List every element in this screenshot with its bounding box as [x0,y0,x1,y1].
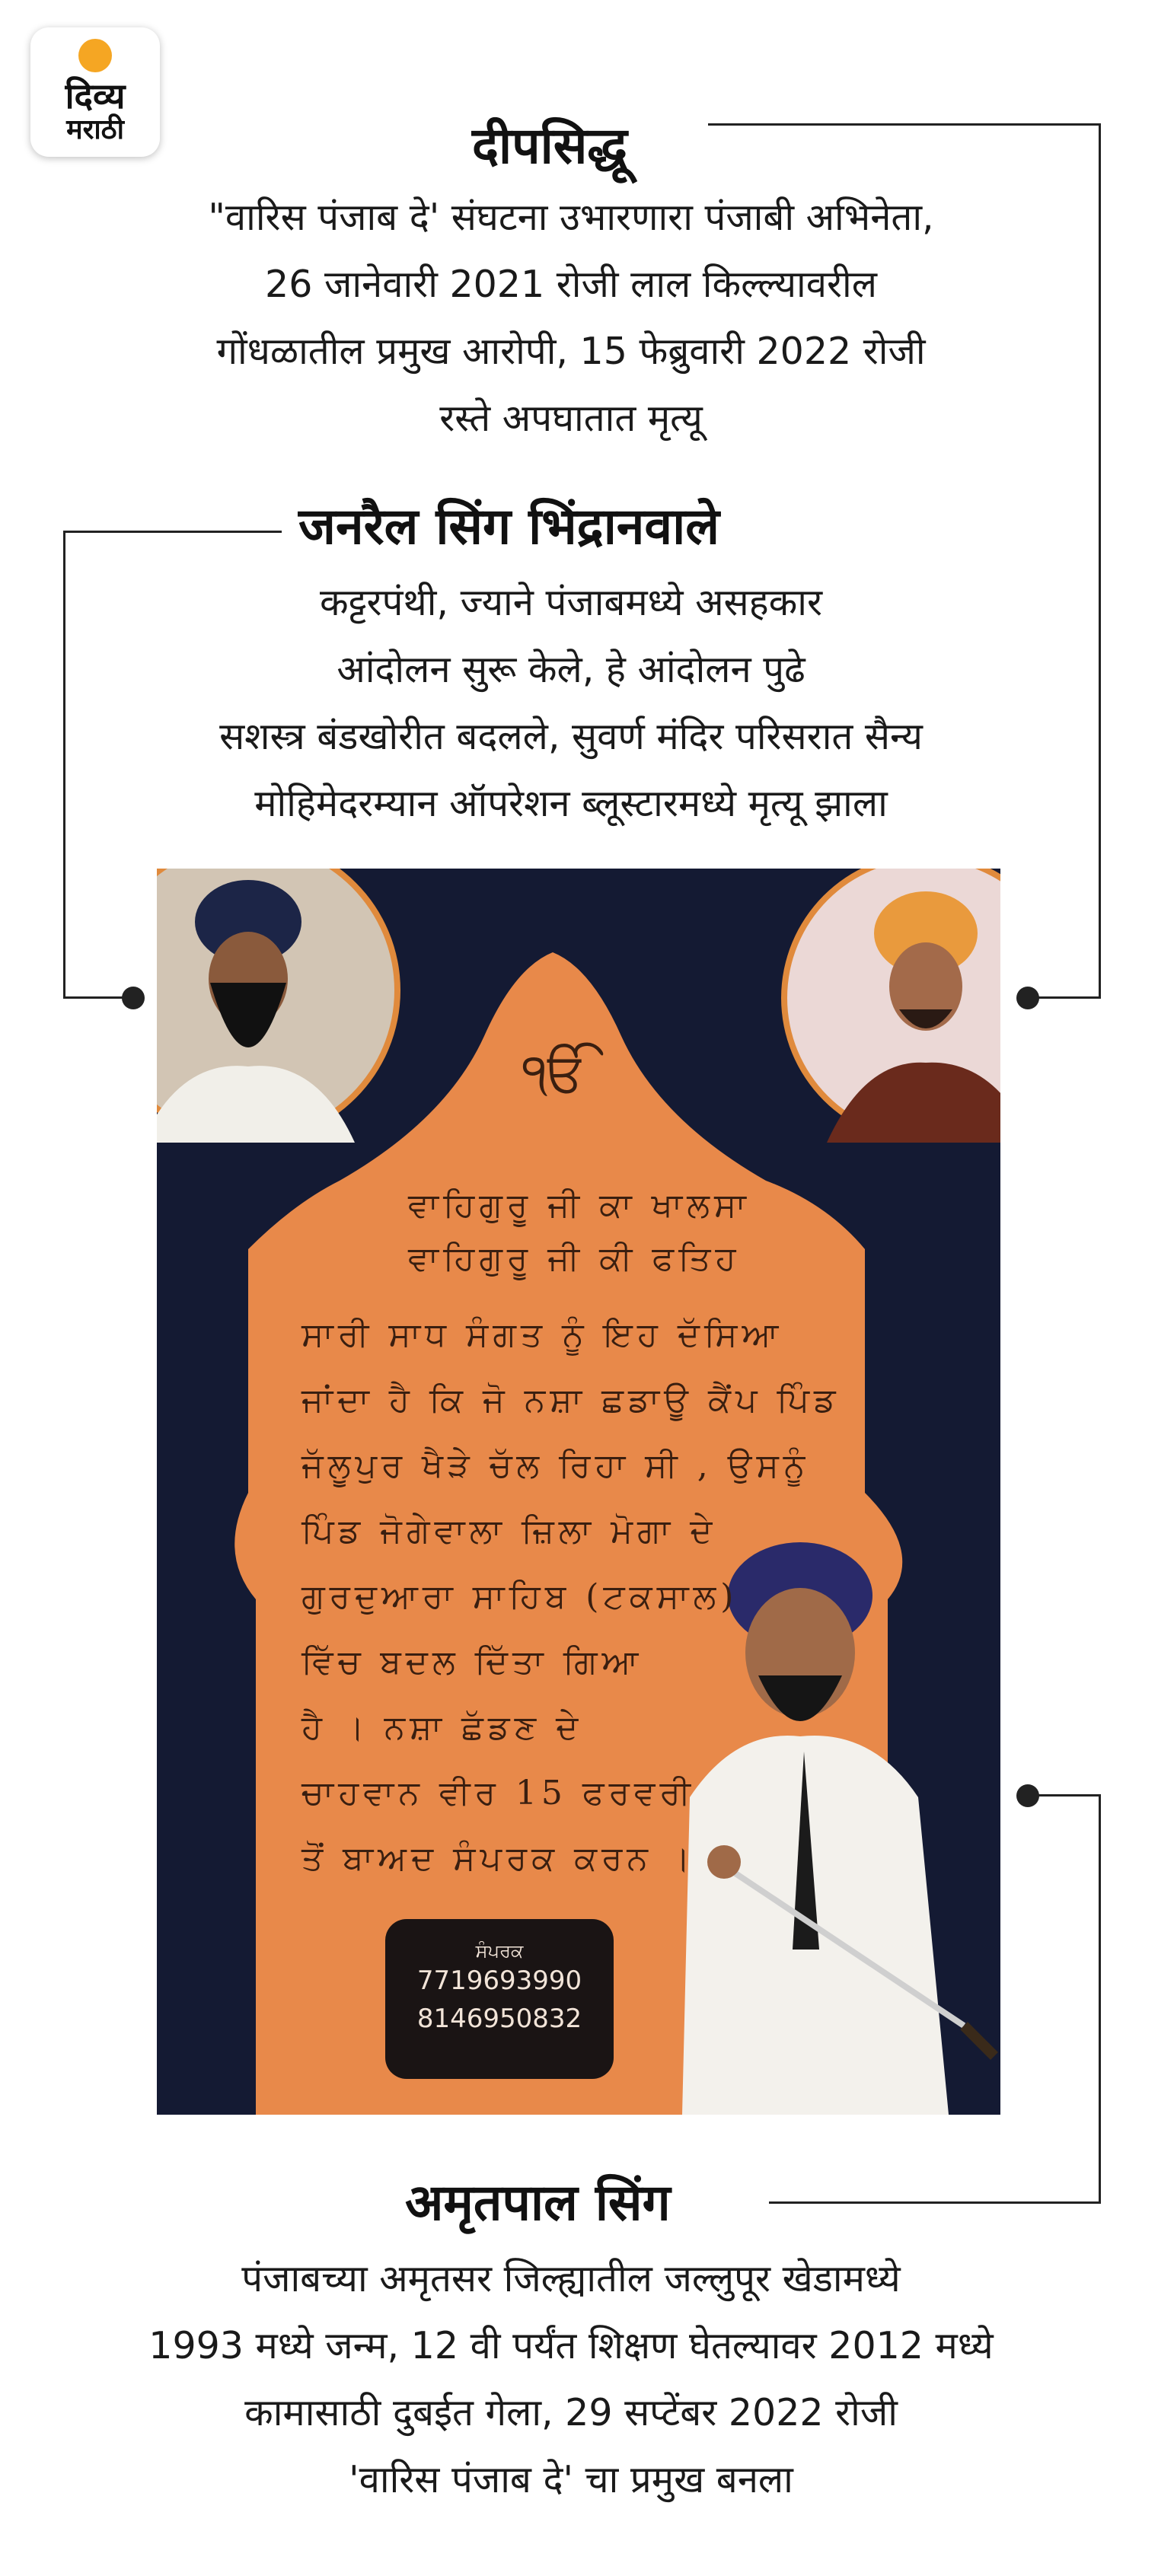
desc-line: पंजाबच्या अमृतसर जिल्ह्यातील जल्लुपूर खेडामध्ये [241,2257,901,2300]
poster-image [157,869,1000,2115]
connector-bhindranwale-top [63,531,292,533]
person-desc-deep-sidhu [61,184,1081,452]
connector-deep-top [708,123,1101,126]
poster-contact-box [385,1919,614,2079]
poster-line-6: ਵਿੱਚ ਬਦਲ ਦਿੱਤਾ ਗਿਆ [301,1643,643,1682]
desc-line: मोहिमेदरम्यान ऑपरेशन ब्लूस्टारमध्ये मृत्यू झाला [254,782,888,825]
person-name-deep-sidhu: दीपसिद्धू [455,116,644,177]
contact-phone-1: 7719693990 [416,1965,582,1996]
logo-line1: दिव्य [65,75,126,116]
pointer-dot-deep [1016,987,1039,1009]
connector-deep-vertical [1099,123,1101,999]
brand-logo [30,27,160,157]
poster-line-9: ਤੋਂ ਬਾਅਦ ਸੰਪਰਕ ਕਰਨ । [301,1839,695,1878]
poster-line-2: ਜਾਂਦਾ ਹੈ ਕਿ ਜੋ ਨਸ਼ਾ ਛਡਾਊ ਕੈਂਪ ਪਿੰਡ [301,1381,841,1420]
poster-line-3: ਜੱਲੂਪੁਰ ਖੈੜੇ ਚੱਲ ਰਿਹਾ ਸੀ , ਉਸਨੂੰ [301,1446,810,1485]
connector-amritpal-bottom [769,2201,1101,2204]
sun-icon [78,39,112,72]
desc-line: गोंधळातील प्रमुख आरोपी, 15 फेब्रुवारी 2022 रोजी [216,330,926,373]
desc-line: "वारिस पंजाब दे' संघटना उभारणारा पंजाबी अभिनेता, [208,196,934,239]
ik-onkar-symbol: ੴ [522,1041,588,1104]
person-desc-bhindranwale [61,569,1081,837]
poster-line-5: ਗੁਰਦੁਆਰਾ ਸਾਹਿਬ (ਟਕਸਾਲ) [301,1577,739,1616]
contact-title: ਸੰਪਰਕ [475,1940,524,1962]
desc-line: 26 जानेवारी 2021 रोजी लाल किल्ल्यावरील [265,263,877,306]
contact-phone-2: 8146950832 [416,2004,582,2034]
poster-line-7: ਹੈ । ਨਸ਼ਾ ਛੱਡਣ ਦੇ [301,1708,583,1747]
pointer-dot-amritpal [1016,1784,1039,1807]
person-name-amritpal: अमृतपाल सिंग [388,2173,687,2233]
poster-header-1: ਵਾਹਿਗੁਰੂ ਜੀ ਕਾ ਖਾਲਸਾ [408,1186,751,1225]
desc-line: रस्ते अपघातात मृत्यू [439,397,703,440]
desc-line: सशस्त्र बंडखोरीत बदलले, सुवर्ण मंदिर परिसरात सैन्य [219,715,923,758]
logo-line2: मराठी [66,114,124,145]
desc-line: 1993 मध्ये जन्म, 12 वी पर्यंत शिक्षण घेतल्यावर 2012 मध्ये [148,2324,994,2367]
person-desc-amritpal [23,2246,1119,2514]
connector-amritpal-vertical [1099,1794,1101,2204]
desc-line: आंदोलन सुरू केले, हे आंदोलन पुढे [337,648,805,691]
desc-line: 'वारिस पंजाब दे' चा प्रमुख बनला [349,2458,793,2501]
desc-line: कामासाठी दुबईत गेला, 29 सप्टेंबर 2022 रोजी [244,2391,898,2434]
poster-line-1: ਸਾਰੀ ਸਾਧ ਸੰਗਤ ਨੂੰ ਇਹ ਦੱਸਿਆ [301,1315,783,1354]
poster-header-2: ਵਾਹਿਗੁਰੂ ਜੀ ਕੀ ਫਤਿਹ [408,1239,741,1278]
person-name-bhindranwale: जनरैल सिंग भिंद्रानवाले [282,496,736,557]
poster-line-8: ਚਾਹਵਾਨ ਵੀਰ 15 ਫਰਵਰੀ [301,1774,695,1812]
pointer-dot-bhindranwale [122,987,145,1009]
poster-line-4: ਪਿੰਡ ਜੋਗੇਵਾਲਾ ਜ਼ਿਲਾ ਮੋਗਾ ਦੇ [301,1512,717,1551]
desc-line: कट्टरपंथी, ज्याने पंजाबमध्ये असहकार [319,581,823,624]
